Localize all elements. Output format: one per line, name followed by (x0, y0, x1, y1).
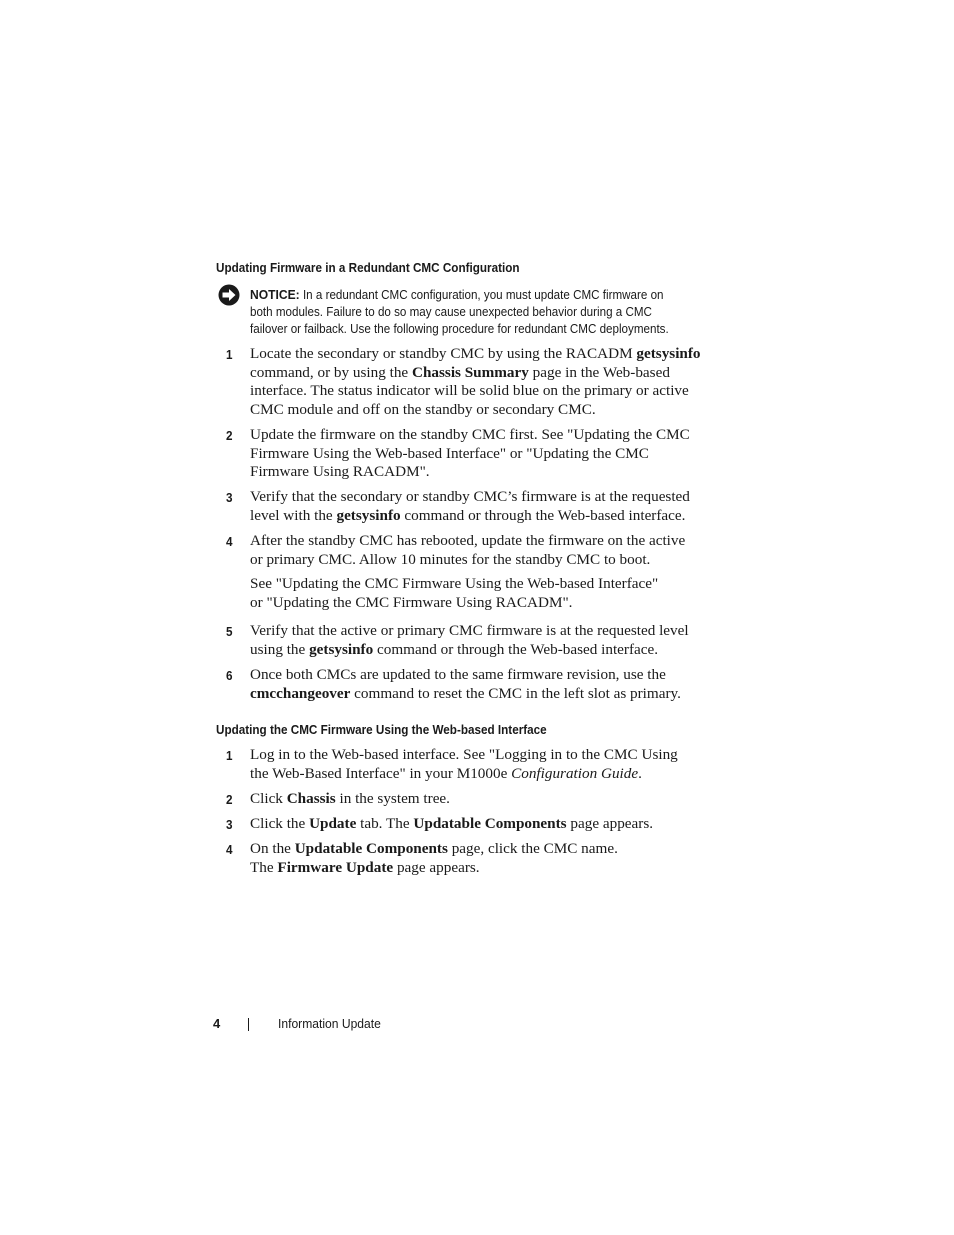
step-text-run: command to reset the CMC in the left slot as primary. (350, 684, 681, 702)
step-text (250, 532, 720, 612)
step-text-line: CMC module and off on the standby or secondary CMC. (250, 400, 596, 418)
notice-line-3: failover or failback. Use the following procedure for redundant CMC deployments. (250, 322, 669, 336)
step-text-line: Verify that the secondary or standby CMC’s firmware is at the requested (250, 488, 690, 505)
step-number: 1 (226, 748, 233, 763)
step-number: 5 (226, 624, 233, 639)
notice-arrow-icon (218, 284, 240, 306)
step-number: 2 (226, 792, 233, 807)
step-text-run: . (638, 764, 642, 782)
step-text-run: level with the (250, 506, 337, 524)
step-text (250, 790, 720, 809)
step-text-run: in the system tree. (335, 790, 450, 807)
command-getsysinfo: getsysinfo (336, 506, 401, 524)
step-number: 1 (226, 347, 233, 362)
notice-line-2: both modules. Failure to do so may cause unexpected behavior during a CMC (250, 305, 652, 319)
step-text-run: Locate the secondary or standby CMC by using the RACADM (250, 345, 637, 362)
step-number: 3 (226, 817, 233, 832)
footer-divider (248, 1018, 249, 1031)
notice-label: NOTICE: (250, 287, 300, 302)
ui-updatable-components: Updatable Components (413, 815, 567, 832)
step-text-run: page, click the CMC name. (447, 840, 618, 857)
step-text-run: command or through the Web-based interface. (400, 506, 686, 524)
page-number: 4 (213, 1016, 221, 1031)
step-text-run: the Web-Based Interface" in your M1000e (250, 764, 512, 782)
step-text-run: page appears. (566, 815, 654, 832)
step-text-run: Click the (250, 815, 310, 832)
step-text-line: See "Updating the CMC Firmware Using the Web-based Interface" (250, 575, 659, 592)
step-text-line: Once both CMCs are updated to the same firmware revision, use the (250, 666, 666, 683)
ui-firmware-update: Firmware Update (277, 858, 394, 876)
ui-updatable-components: Updatable Components (294, 840, 448, 857)
command-getsysinfo: getsysinfo (636, 345, 701, 362)
step-text-run: tab. The (356, 815, 414, 832)
step-text-run: command, or by using the (250, 363, 412, 381)
ui-chassis: Chassis (286, 790, 336, 807)
step-text (250, 746, 720, 783)
book-title: Configuration Guide (511, 764, 639, 782)
step-text (250, 622, 720, 659)
step-text-line: After the standby CMC has rebooted, update the firmware on the active (250, 532, 686, 549)
section-heading-redundant-cmc: Updating Firmware in a Redundant CMC Configuration (216, 260, 520, 275)
step-text-line: Verify that the active or primary CMC firmware is at the requested level (250, 622, 689, 639)
step-text-run: The (250, 858, 278, 876)
notice-line-1: In a redundant CMC configuration, you must update CMC firmware on (302, 288, 664, 302)
step-text-line: interface. The status indicator will be solid blue on the primary or active (250, 382, 689, 399)
step-text-line: Firmware Using the Web-based Interface" or "Updating the CMC (250, 444, 649, 462)
step-number: 3 (226, 490, 233, 505)
step-text (250, 840, 720, 877)
ui-update-tab: Update (309, 815, 357, 832)
step-number: 4 (226, 842, 233, 857)
notice-text (250, 286, 693, 338)
step-text (250, 345, 720, 419)
step-text (250, 426, 720, 482)
step-number: 2 (226, 428, 233, 443)
step-text (250, 488, 720, 525)
command-cmcchangeover: cmcchangeover (250, 684, 351, 702)
ui-chassis-summary: Chassis Summary (411, 363, 529, 381)
step-text-line: Update the firmware on the standby CMC first. See "Updating the CMC (250, 426, 690, 443)
step-number: 4 (226, 534, 233, 549)
section-heading-web-interface: Updating the CMC Firmware Using the Web-based Interface (216, 722, 547, 737)
step-number: 6 (226, 668, 233, 683)
step-text-run: page appears. (393, 858, 480, 876)
step-text-run: command or through the Web-based interface. (373, 640, 659, 658)
step-text-run: On the (250, 840, 295, 857)
step-text-line: or "Updating the CMC Firmware Using RACADM". (250, 593, 573, 611)
command-getsysinfo: getsysinfo (309, 640, 374, 658)
step-text-line: Log in to the Web-based interface. See "Logging in to the CMC Using (250, 746, 678, 763)
step-text-run: page in the Web-based (528, 363, 670, 381)
step-text-line: Firmware Using RACADM". (250, 463, 430, 480)
step-text (250, 815, 720, 834)
step-text-line: or primary CMC. Allow 10 minutes for the standby CMC to boot. (250, 550, 651, 568)
footer-title: Information Update (278, 1016, 381, 1031)
step-text-run: Click (250, 790, 287, 807)
step-text-run: using the (250, 640, 310, 658)
step-text (250, 666, 720, 703)
